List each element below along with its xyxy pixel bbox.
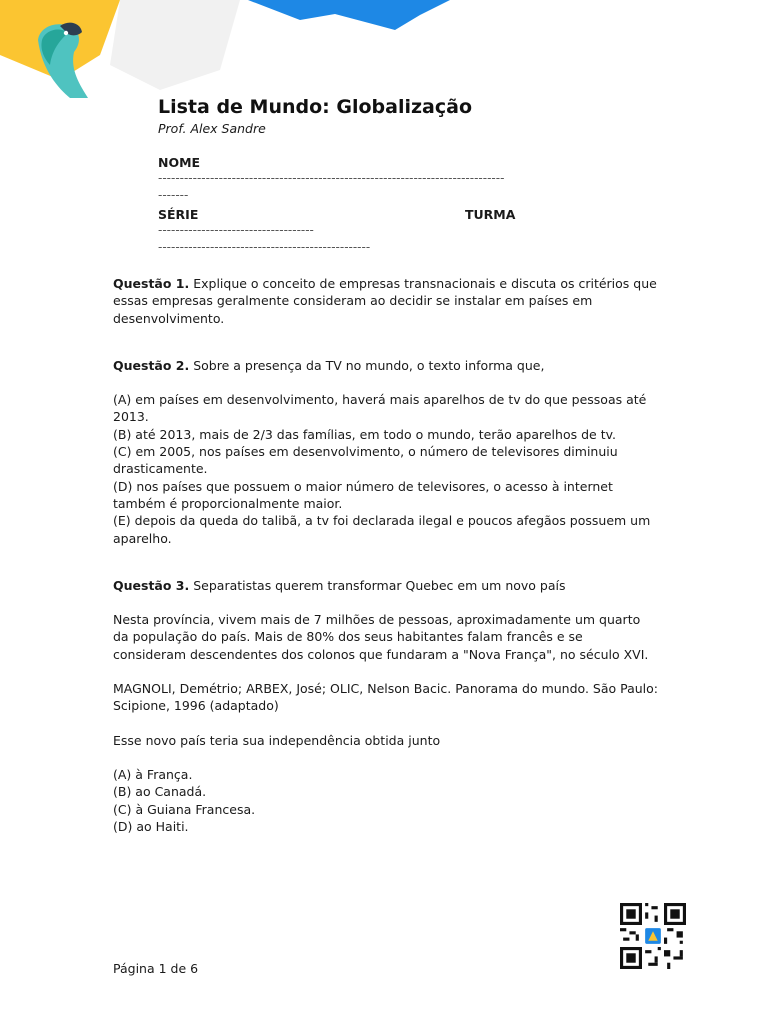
question-3-option-c: (C) à Guiana Francesa.	[113, 801, 256, 817]
turma-line: -------------------------------------------------	[158, 240, 371, 254]
nome-label: NOME	[158, 155, 201, 170]
question-1	[113, 275, 658, 327]
question-2-option-a: (A) em países em desenvolvimento, haverá mais aparelhos de tv do que pessoas até 2013.	[113, 392, 647, 425]
question-3-label: Questão 3.	[113, 577, 190, 593]
question-2-option-c: (C) em 2005, nos países em desenvolvimento, o número de televisores diminuiu drasticamente.	[113, 444, 618, 477]
serie-label: SÉRIE	[158, 207, 199, 222]
question-3-prompt: Esse novo país teria sua independência obtida junto	[113, 732, 441, 748]
page-number: Página 1 de 6	[113, 961, 199, 976]
question-3-option-d: (D) ao Haiti.	[113, 818, 189, 834]
document-title: Lista de Mundo: Globalização	[158, 96, 473, 118]
question-2-option-e: (E) depois da queda do talibã, a tv foi declarada ilegal e poucos afegãos possuem um aparelho.	[113, 513, 651, 546]
question-3-option-b: (B) ao Canadá.	[113, 784, 207, 800]
question-3-text: Separatistas querem transformar Quebec em um novo país	[189, 577, 566, 593]
questions-content	[113, 275, 658, 835]
question-1-text: Explique o conceito de empresas transnacionais e discuta os critérios que essas empresas geralmente consideram ao decidir se instalar em países em desenvolvimento.	[113, 276, 657, 326]
serie-line: ------------------------------------	[158, 223, 314, 237]
question-2-text: Sobre a presença da TV no mundo, o texto informa que,	[189, 357, 545, 373]
question-2	[113, 357, 658, 374]
qr-code-icon[interactable]	[620, 903, 686, 969]
question-3-option-a: (A) à França.	[113, 766, 193, 782]
question-3-paragraph: Nesta província, vivem mais de 7 milhões de pessoas, aproximadamente um quarto da população do país. Mais de 80% dos seus habitantes falam francês e se consideram descendentes dos colonos que fundaram a "Nova França", no século XVI.	[113, 612, 649, 662]
question-2-option-b: (B) até 2013, mais de 2/3 das famílias, em todo o mundo, terão aparelhos de tv.	[113, 426, 616, 442]
serie-field	[158, 207, 658, 256]
nome-line: --------------------------------------------------------------------------------	[158, 171, 505, 185]
gray-shape	[110, 0, 240, 90]
blue-shape	[248, 0, 450, 30]
question-2-option-d: (D) nos países que possuem o maior número de televisores, o acesso à internet também é proporcionalmente maior.	[113, 478, 613, 511]
document-header	[158, 94, 658, 137]
question-2-label: Questão 2.	[113, 357, 190, 373]
document-author: Prof. Alex Sandre	[158, 121, 266, 136]
question-3-source: MAGNOLI, Demétrio; ARBEX, José; OLIC, Nelson Bacic. Panorama do mundo. São Paulo: Scipione, 1996 (adaptado)	[113, 681, 659, 714]
header-decoration	[0, 0, 768, 100]
question-1-label: Questão 1.	[113, 276, 190, 291]
question-3	[113, 577, 658, 594]
nome-field	[158, 155, 658, 204]
turma-label: TURMA	[465, 207, 516, 222]
nome-line-continued: -------	[158, 188, 189, 202]
